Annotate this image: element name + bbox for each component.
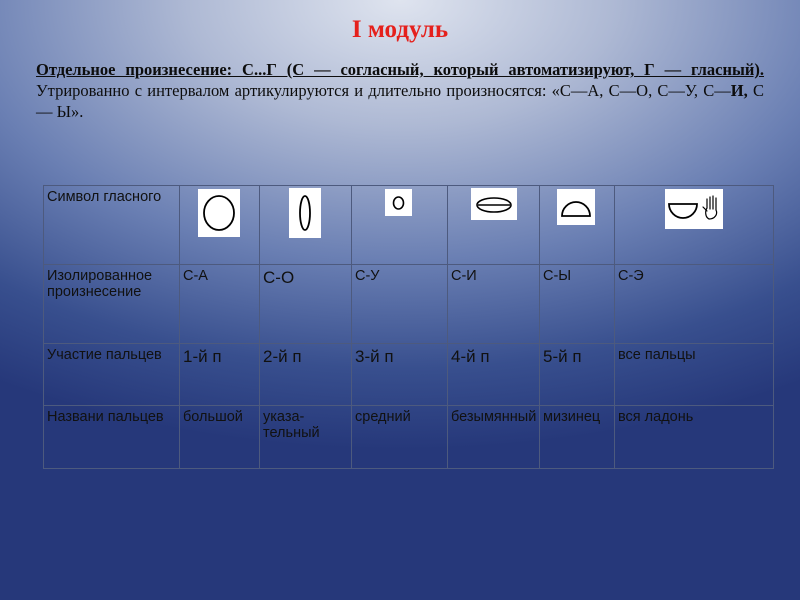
row-label-symbol: Символ гласного	[44, 186, 180, 265]
semicircle-icon	[557, 189, 595, 225]
table-row	[44, 406, 774, 469]
finger-name-cell: средний	[352, 406, 448, 469]
finger-name-cell: вся ладонь	[615, 406, 774, 469]
intro-text-end: С— Ы».	[36, 81, 764, 121]
finger-cell: 5-й п	[540, 344, 615, 406]
isolated-cell: С-Э	[615, 265, 774, 344]
finger-name-cell: безымянный	[448, 406, 540, 469]
isolated-cell: С-И	[448, 265, 540, 344]
intro-text: Утрированно с интервалом артикулируются и длительно произносятся: «С—А, С—О, С—У, С—	[36, 81, 731, 100]
finger-cell: 4-й п	[448, 344, 540, 406]
intro-heading: Отдельное произнесение: С...Г (С — согласный, который автоматизируют, Г — гласный).	[36, 60, 764, 79]
bowl-hand-icon	[665, 189, 723, 229]
intro-bold-text: И,	[730, 81, 748, 100]
circle-icon	[198, 189, 240, 237]
isolated-cell: С-А	[180, 265, 260, 344]
table-row	[44, 265, 774, 344]
horizontal-oval-icon	[471, 188, 517, 220]
isolated-cell: С-О	[260, 265, 352, 344]
isolated-cell: С-Ы	[540, 265, 615, 344]
intro-paragraph	[36, 59, 764, 122]
vertical-oval-icon	[289, 188, 321, 238]
finger-name-cell: мизинец	[540, 406, 615, 469]
finger-cell: 3-й п	[352, 344, 448, 406]
finger-cell: 1-й п	[180, 344, 260, 406]
finger-cell: все пальцы	[615, 344, 774, 406]
row-label-isolated: Изолированное произнесение	[44, 265, 180, 344]
isolated-cell: С-У	[352, 265, 448, 344]
finger-name-cell: большой	[180, 406, 260, 469]
row-label-fingers: Участие пальцев	[44, 344, 180, 406]
table-row	[44, 344, 774, 406]
slide-title: I модуль	[351, 16, 449, 43]
small-oval-icon	[385, 189, 412, 216]
finger-name-cell: указа-тельный	[260, 406, 352, 469]
row-label-names: Названи пальцев	[44, 406, 180, 469]
finger-cell: 2-й п	[260, 344, 352, 406]
